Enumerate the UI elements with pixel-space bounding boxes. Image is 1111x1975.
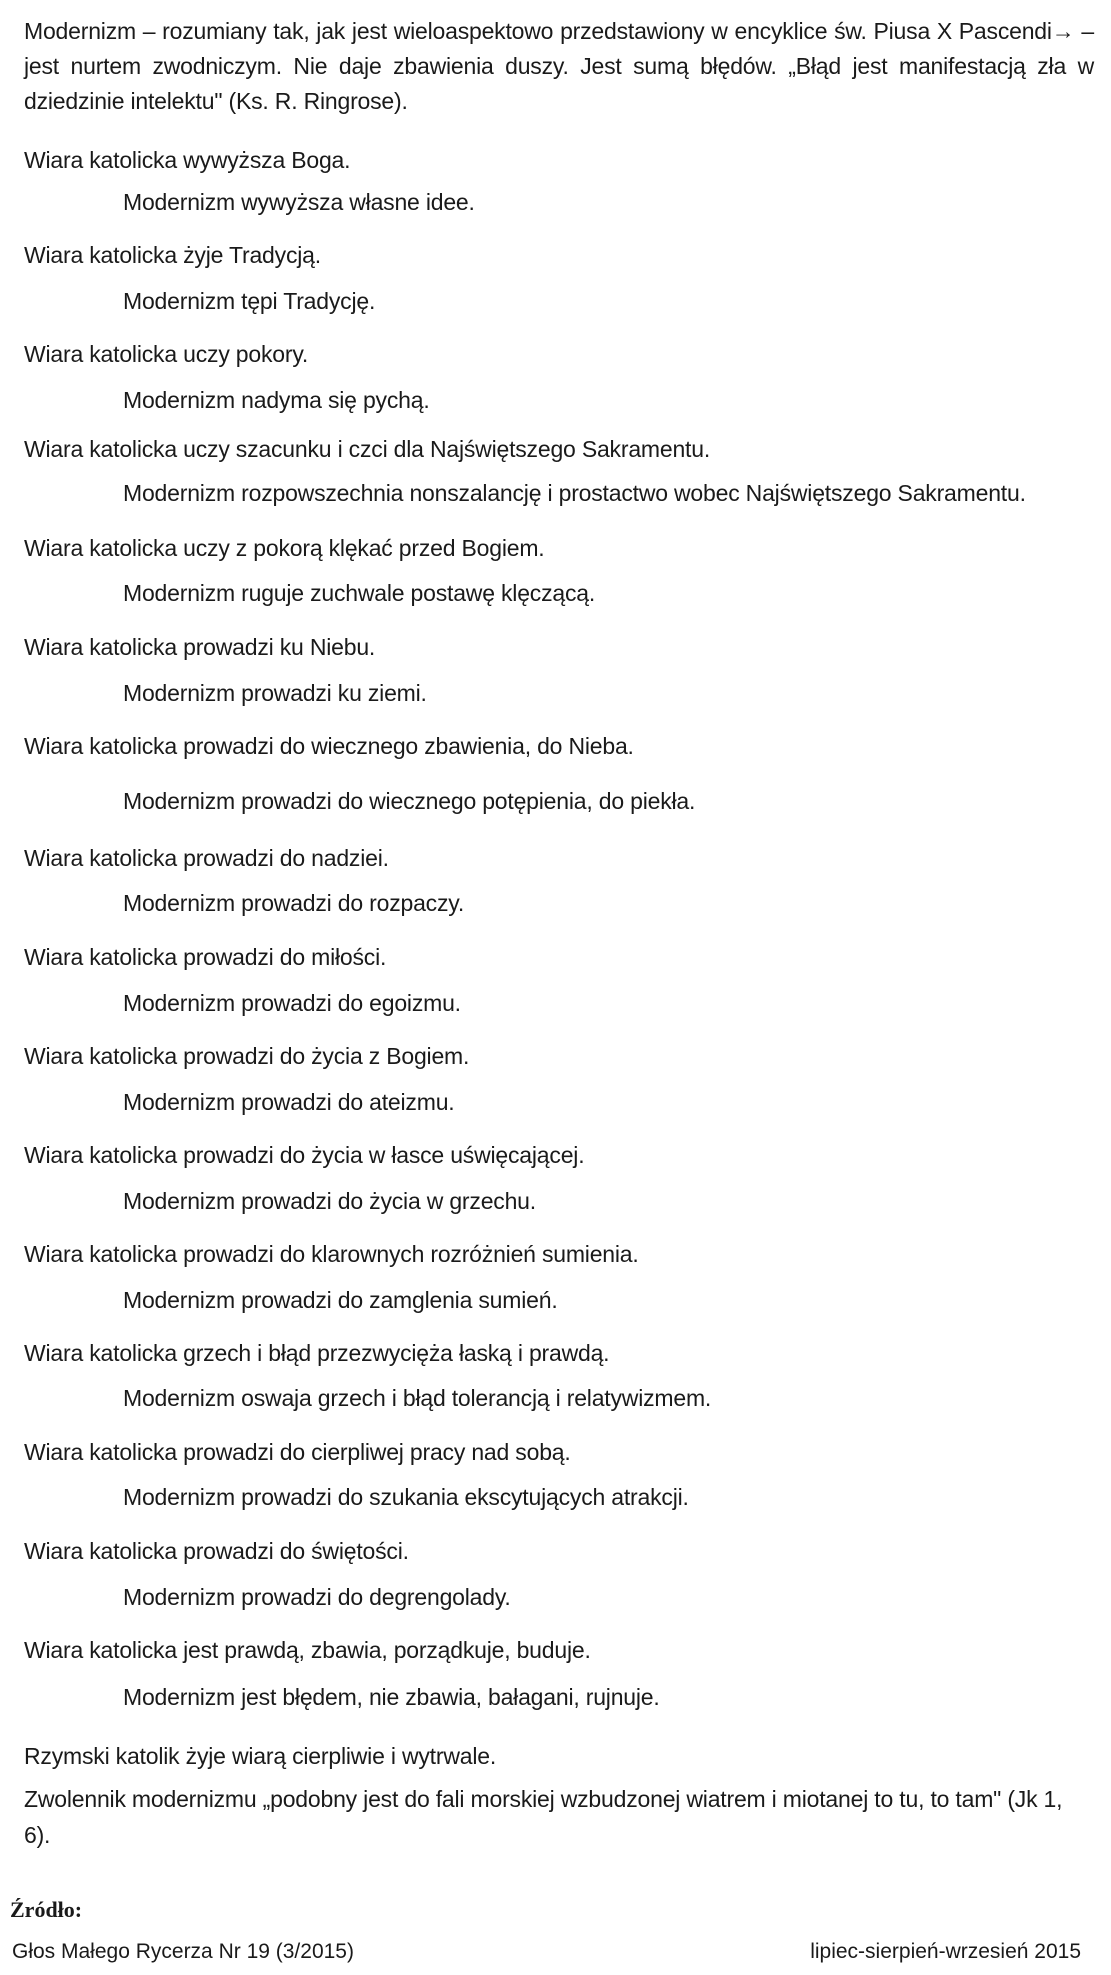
modernism-line: Modernizm wywyższa własne idee. [123, 189, 475, 215]
modernism-line: Modernizm prowadzi do szukania ekscytujących atrakcji. [123, 1484, 689, 1510]
modernism-line: Modernizm nadyma się pychą. [123, 387, 430, 413]
closing-line: Rzymski katolik żyje wiarą cierpliwie i wytrwale. [24, 1743, 497, 1769]
faith-line: Wiara katolicka prowadzi do życia w łasce uświęcającej. [24, 1142, 585, 1168]
modernism-line: Modernizm prowadzi do rozpaczy. [123, 890, 465, 916]
source-date: lipiec-sierpień-wrzesień 2015 [810, 1940, 1081, 1963]
modernism-line: Modernizm oswaja grzech i błąd tolerancją i relatywizmem. [123, 1385, 712, 1411]
faith-line: Wiara katolicka prowadzi do cierpliwej pracy nad sobą. [24, 1439, 571, 1465]
faith-line: Wiara katolicka grzech i błąd przezwycięża łaską i prawdą. [24, 1340, 610, 1366]
modernism-line: Modernizm prowadzi do ateizmu. [123, 1089, 455, 1115]
modernism-line: Modernizm prowadzi do egoizmu. [123, 990, 461, 1016]
faith-line: Wiara katolicka prowadzi do miłości. [24, 944, 387, 970]
modernism-line: Modernizm prowadzi do życia w grzechu. [123, 1188, 536, 1214]
modernism-line: Modernizm prowadzi do zamglenia sumień. [123, 1287, 558, 1313]
faith-line: Wiara katolicka uczy pokory. [24, 341, 309, 367]
faith-line: Wiara katolicka uczy z pokorą klękać przed Bogiem. [24, 535, 545, 561]
source-heading: Źródło: [10, 1897, 83, 1922]
faith-line: Wiara katolicka wywyższa Boga. [24, 147, 351, 173]
modernism-line: Modernizm rozpowszechnia nonszalancję i prostactwo wobec Najświętszego Sakramentu. [123, 480, 1026, 506]
faith-line: Wiara katolicka żyje Tradycją. [24, 242, 321, 268]
closing-paragraph: Zwolennik modernizmu „podobny jest do fali morskiej wzbudzonej wiatrem i miotanej to tu, to tam" (Jk 1, 6). [24, 1786, 1063, 1848]
modernism-line: Modernizm tępi Tradycję. [123, 288, 376, 314]
modernism-line: Modernizm prowadzi do wiecznego potępienia, do piekła. [123, 788, 696, 814]
faith-line: Wiara katolicka prowadzi do świętości. [24, 1538, 409, 1564]
modernism-line: Modernizm jest błędem, nie zbawia, bałagani, rujnuje. [123, 1684, 660, 1710]
faith-line: Wiara katolicka prowadzi do nadziei. [24, 845, 389, 871]
faith-line: Wiara katolicka jest prawdą, zbawia, porządkuje, buduje. [24, 1637, 591, 1663]
source-publication: Głos Małego Rycerza Nr 19 (3/2015) [12, 1940, 354, 1963]
faith-line: Wiara katolicka prowadzi do klarownych rozróżnień sumienia. [24, 1241, 639, 1267]
faith-line: Wiara katolicka uczy szacunku i czci dla Najświętszego Sakramentu. [24, 436, 711, 462]
modernism-line: Modernizm prowadzi do degrengolady. [123, 1584, 511, 1610]
modernism-line: Modernizm prowadzi ku ziemi. [123, 680, 427, 706]
intro-paragraph: Modernizm – rozumiany tak, jak jest wieloaspektowo przedstawiony w encyklice św. Piusa X Pascendi→ – jest nurtem zwodniczym. Nie daje zbawienia duszy. Jest sumą błędów. „Błąd jest manifestacją zła w dziedzinie intelektu" (Ks. R. Ringrose). [24, 18, 1094, 114]
faith-line: Wiara katolicka prowadzi do wiecznego zbawienia, do Nieba. [24, 733, 634, 759]
faith-line: Wiara katolicka prowadzi do życia z Bogiem. [24, 1043, 470, 1069]
faith-line: Wiara katolicka prowadzi ku Niebu. [24, 634, 376, 660]
modernism-line: Modernizm ruguje zuchwale postawę klęczącą. [123, 580, 596, 606]
